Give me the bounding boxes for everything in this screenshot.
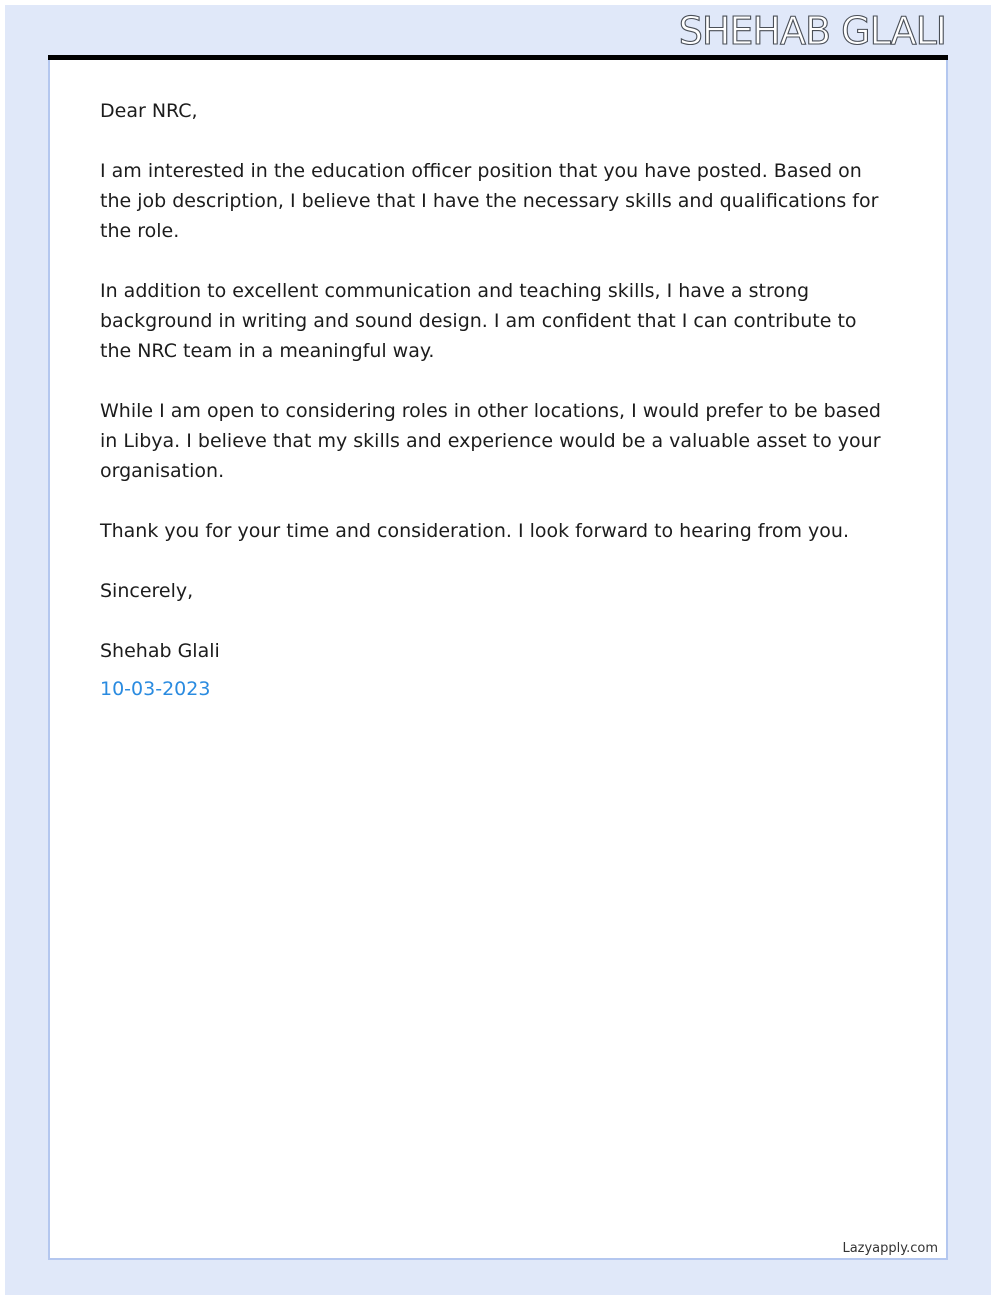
signature: Shehab Glali [100,640,220,662]
paragraph-2: In addition to excellent communication and teaching skills, I have a strong background in writing and sound design. I am confident that I can contribute to the NRC team in a meaningful way. [100,280,857,362]
salutation: Dear NRC, [100,100,198,122]
letter-body [100,96,890,704]
applicant-name-heading: SHEHAB GLALI [678,9,946,53]
footer-brand: Lazyapply.com [842,1241,938,1256]
paragraph-4: Thank you for your time and consideration. I look forward to hearing from you. [100,520,849,542]
letter-page [48,60,948,1260]
closing: Sincerely, [100,580,194,602]
letter-date: 10-03-2023 [100,678,211,700]
paragraph-1: I am interested in the education officer position that you have posted. Based on the job description, I believe that I have the necessary skills and qualifications for the role. [100,160,879,242]
paragraph-3: While I am open to considering roles in other locations, I would prefer to be based in Libya. I believe that my skills and experience would be a valuable asset to your organisation. [100,400,881,482]
